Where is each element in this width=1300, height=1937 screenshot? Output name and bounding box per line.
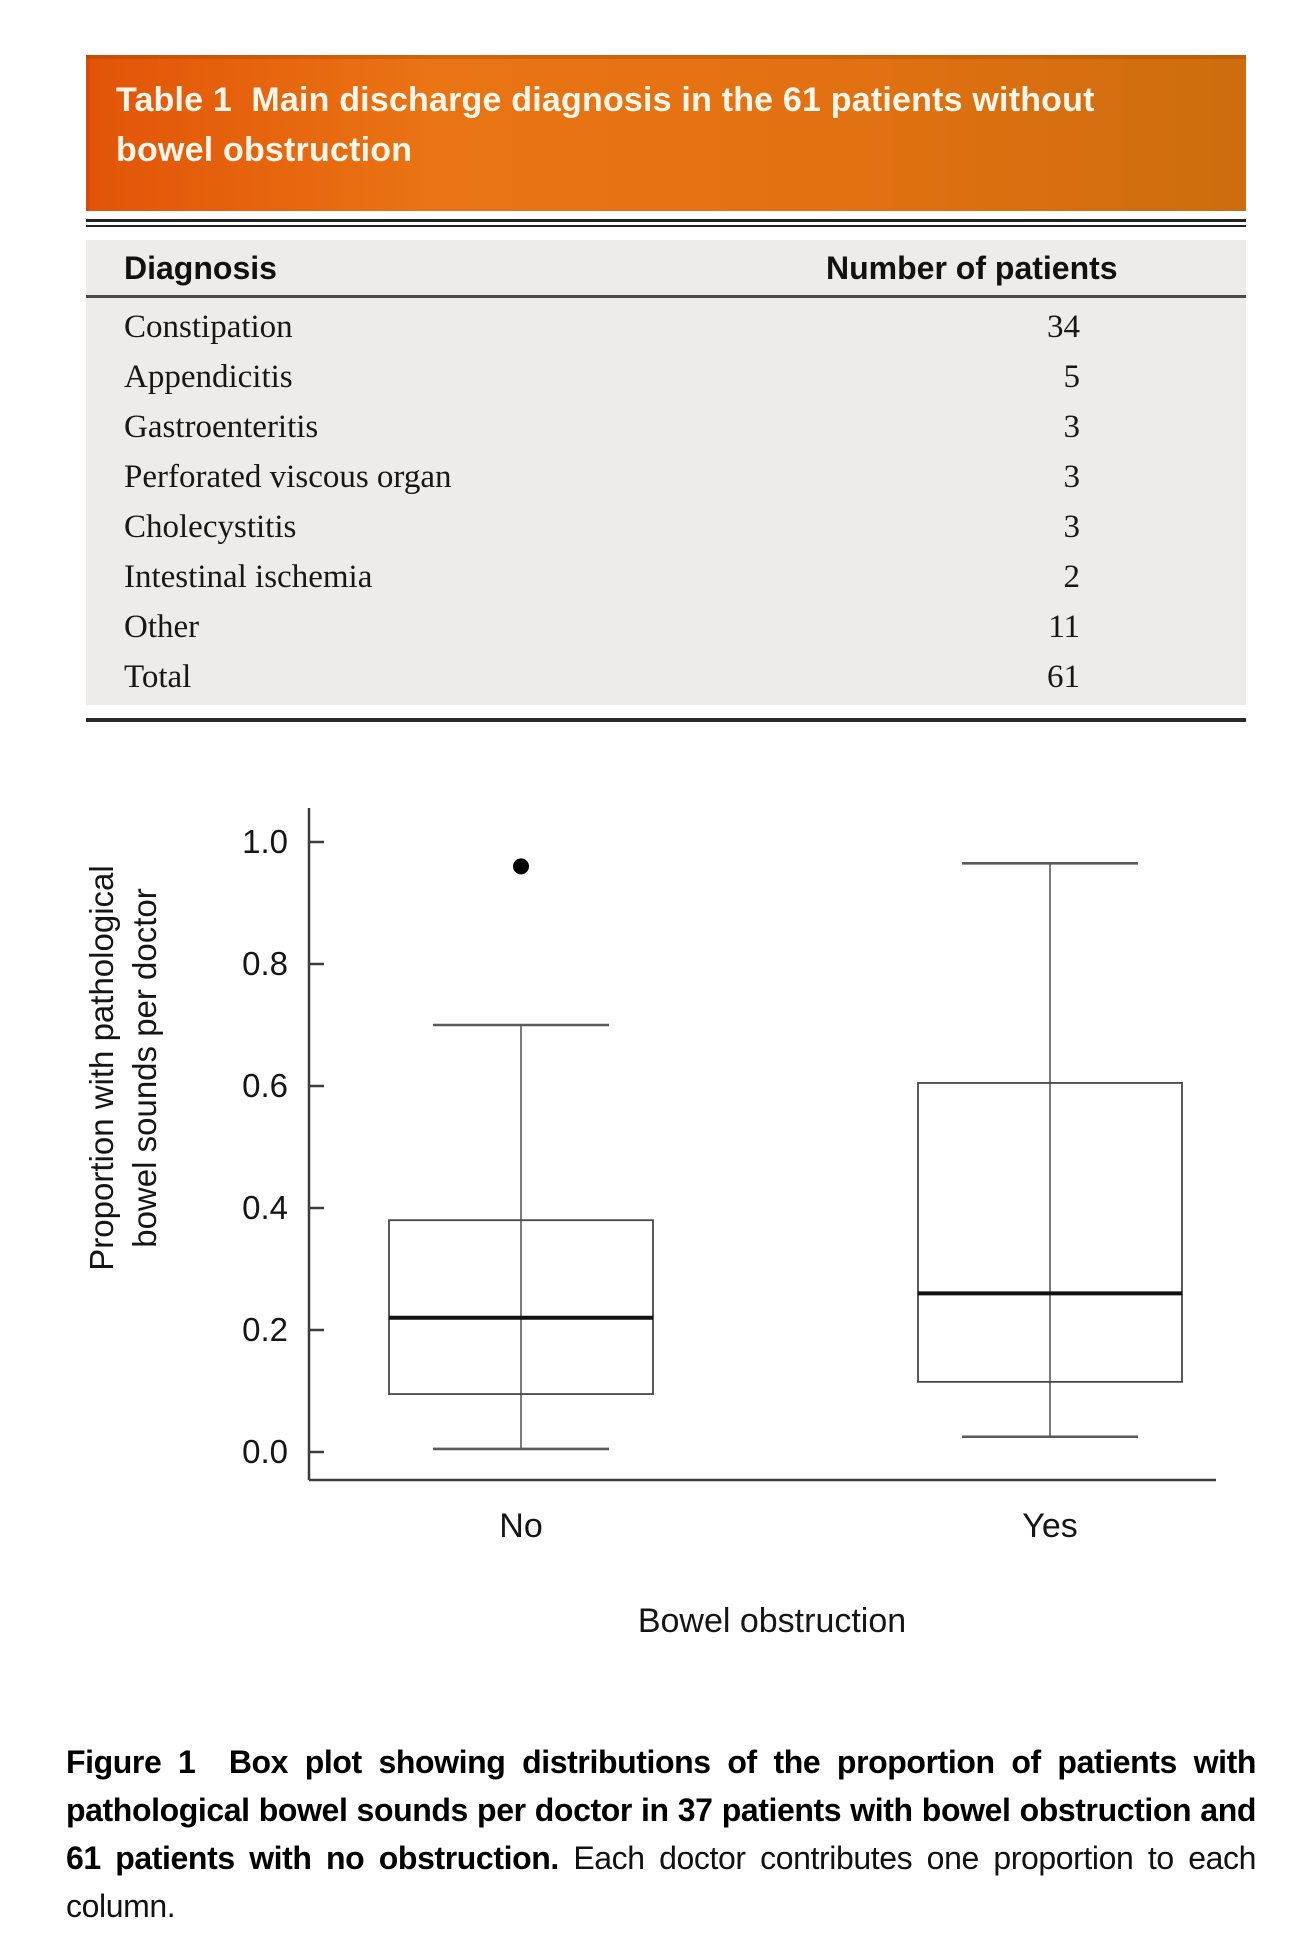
diagnosis-cell: Intestinal ischemia [124, 559, 373, 595]
y-tick-label: 0.2 [242, 1311, 288, 1348]
table1-title-line1: Table 1 Main discharge diagnosis in the 61 patients without [116, 81, 1095, 119]
y-tick-label: 0.8 [242, 945, 288, 982]
diagnosis-cell: Other [124, 609, 200, 645]
diagnosis-cell: Cholecystitis [124, 509, 297, 545]
diagnosis-cell: Appendicitis [124, 359, 293, 395]
diagnosis-cell: Perforated viscous organ [124, 459, 452, 495]
column-header-diagnosis: Diagnosis [124, 250, 277, 286]
figure-caption [66, 1738, 1256, 1930]
patients-cell: 11 [1048, 609, 1080, 645]
patients-cell: 61 [1047, 659, 1080, 695]
patients-cell: 5 [1063, 359, 1080, 395]
patients-cell: 34 [1047, 309, 1080, 345]
diagnosis-cell: Total [124, 659, 192, 695]
y-tick-label: 0.6 [242, 1067, 288, 1104]
diagnosis-cell: Gastroenteritis [124, 409, 319, 445]
patients-cell: 3 [1063, 459, 1080, 495]
diagnosis-cell: Constipation [124, 309, 293, 345]
figure-caption-regular: Each doctor contributes one proportion to each column. [66, 1840, 1257, 1924]
outlier-point [513, 858, 529, 874]
y-axis-title-line1: Proportion with pathological [83, 865, 120, 1271]
x-axis-title: Bowel obstruction [637, 1602, 907, 1640]
y-tick-label: 1.0 [242, 823, 288, 860]
patients-cell: 3 [1063, 409, 1080, 445]
patients-cell: 3 [1063, 509, 1080, 545]
column-header-number-of-patients: Number of patients [826, 250, 1118, 286]
x-category-label-yes: Yes [1022, 1507, 1078, 1545]
figure-caption-bold: Figure 1 Box plot showing distributions of the proportion of patients with pathological bowel sounds per doctor in 37 patients with bowel obstruction and 61 patients with no obstruction. [66, 1744, 1256, 1876]
y-tick-label: 0.4 [242, 1189, 288, 1226]
table1-title-line2: bowel obstruction [116, 131, 413, 169]
x-category-label-no: No [499, 1507, 543, 1545]
y-axis-title-line2: bowel sounds per doctor [126, 888, 163, 1248]
patients-cell: 2 [1063, 559, 1080, 595]
y-tick-label: 0.0 [242, 1433, 288, 1470]
